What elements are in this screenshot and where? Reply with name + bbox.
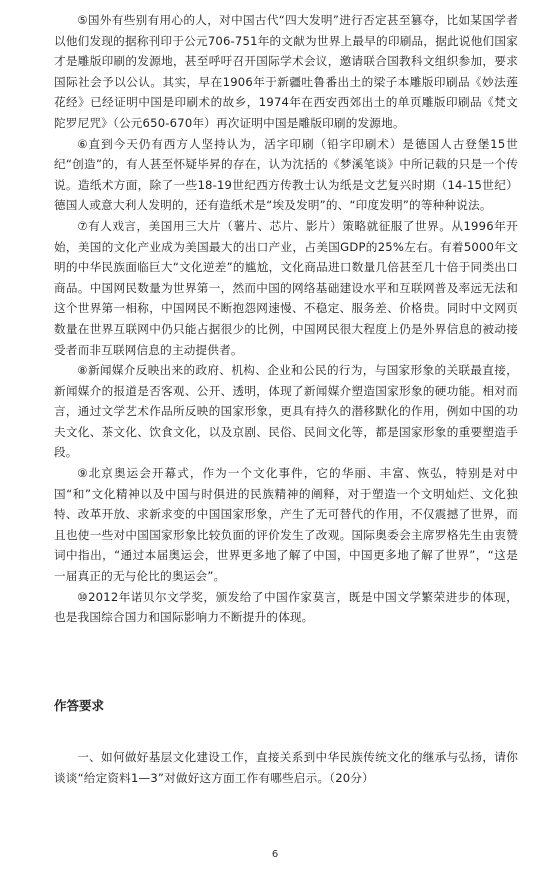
paragraph-7: ⑦有人戏言，美国用三大片（薯片、芯片、影片）策略就征服了世界。从1996年开始，美国的文化产业成为美国最大的出口产业，占美国GDP的25%左右。有着5000年文明的中华民族面临巨大“文化逆差”的尴尬，文化商品进口数量几倍甚至几十倍于同类出口商品。中国网民数量为世界第一，然而中国的网络基础建设水平和互联网普及率远无法和这个世界第一相称，中国网民不断抱怨网速慢、不稳定、服务差、价格贵。同时中文网页数量在世界互联网中仍只能占据很少的比例，中国网民很大程度上仍是外界信息的被动接受者而非互联网信息的主动提供者。 xyxy=(54,218,518,357)
paragraph-10: ⑩2012年诺贝尔文学奖，颁发给了中国作家莫言，既是中国文学繁荣进步的体现，也是我国综合国力和国际影响力不断提升的体现。 xyxy=(54,589,518,625)
question-block xyxy=(54,747,518,788)
paragraph-9: ⑨北京奥运会开幕式，作为一个文化事件，它的华丽、丰富、恢弘，特别是对中国“和”文化精神以及中国与时俱进的民族精神的阐释，对于塑造一个文明灿烂、文化独特、改革开放、求新求变的中国国家形象，产生了无可替代的作用，不仅震撼了世界，而且也使一些对中国国家形象比较负面的评价发生了改观。国际奥委会主席罗格先生由衷赞词中指出，“通过本届奥运会，世界更多地了解了中国，中国更多地了解了世界”，“这是一届真正的无与伦比的奥运会”。 xyxy=(54,466,518,584)
paragraph-6: ⑥直到今天仍有西方人坚持认为，活字印刷（铅字印刷术）是德国人古登堡15世纪“创造”的，有人甚至怀疑毕昇的存在，认为沈括的《梦溪笔谈》中所记载的只是一个传说。造纸术方面，除了一些18-19世纪西方传教士认为纸是文艺复兴时期（14-15世纪）德国人或意大利人发明的，还有造纸术是“埃及发明”的、“印度发明”的等种种说法。 xyxy=(54,136,518,213)
section-heading: 作答要求 xyxy=(54,698,105,713)
paragraph-5: ⑤国外有些别有用心的人，对中国古代“四大发明”进行否定甚至篡夺，比如某国学者以他们发现的据称刊印于公元706-751年的文献为世界上最早的印刷品，据此说他们国家才是雕版印刷的发源地，甚至呼吁召开国际学术会议，邀请联合国教科文组织参加，要求国际社会予以公认。其实，早在1906年于新疆吐鲁番出土的梁子本雕版印刷品《妙法莲花经》已经证明中国是印刷术的故乡，1974年在西安西郊出土的单页雕版印刷品《梵文陀罗尼咒》（公元650-670年）再次证明中国是雕版印刷的发源地。 xyxy=(54,13,518,130)
question-1: 一、如何做好基层文化建设工作，直接关系到中华民族传统文化的继承与弘扬，请你谈谈“给定资料1—3”对做好这方面工作有哪些启示。（20分） xyxy=(54,750,518,785)
page-number: 6 xyxy=(271,849,279,860)
paragraph-8: ⑧新闻媒介反映出来的政府、机构、企业和公民的行为，与国家形象的关联最直接，新闻媒介的报道是否客观、公开、透明，体现了新闻媒介塑造国家形象的硬功能。相对而言，通过文学艺术作品所反映的国家形象，更具有持久的潜移默化的作用，例如中国的功夫文化、茶文化、饮食文化，以及京剧、民俗、民间文化等，都是国家形象的重要塑造手段。 xyxy=(54,363,518,460)
material-body xyxy=(54,10,518,628)
